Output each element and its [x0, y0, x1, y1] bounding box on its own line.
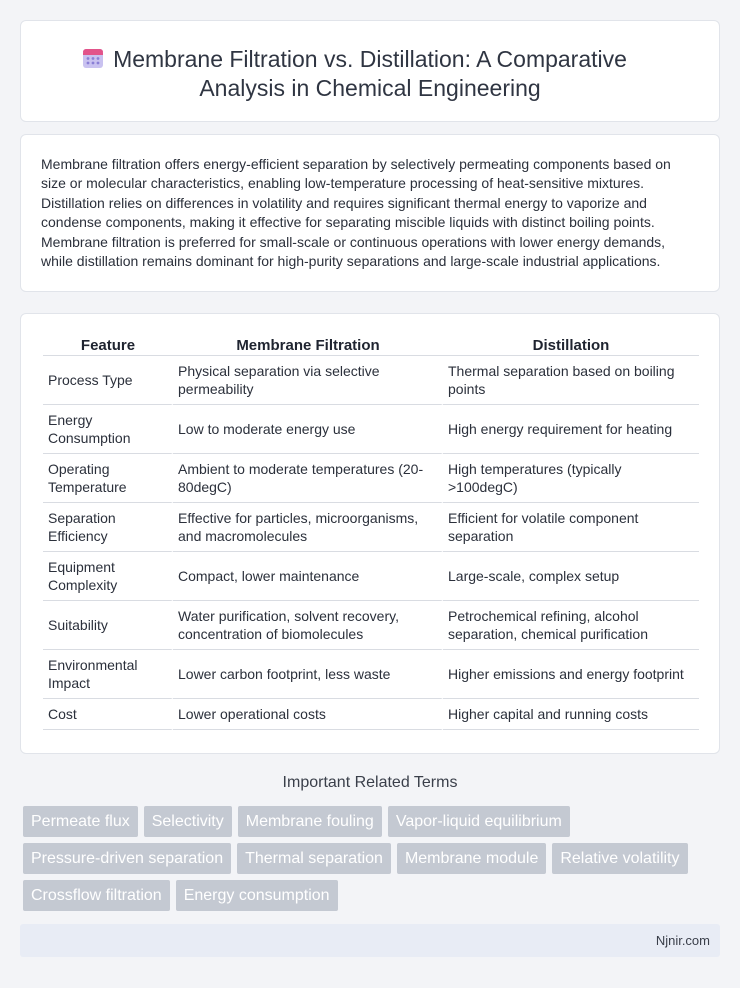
footer-site[interactable]: Njnir.com	[655, 933, 710, 948]
table-row	[43, 503, 699, 552]
cell-membrane: Compact, lower maintenance	[173, 552, 443, 601]
cell-feature: Energy Consumption	[43, 405, 173, 454]
header-membrane: Membrane Filtration	[173, 330, 443, 356]
table-row	[43, 650, 699, 699]
table-row	[43, 601, 699, 650]
table-header-row	[43, 330, 699, 356]
title-card	[20, 20, 720, 122]
comparison-table-card	[20, 313, 720, 754]
term-tag[interactable]: Selectivity	[144, 806, 232, 837]
related-terms-title: Important Related Terms	[282, 774, 458, 791]
cell-distillation: High energy requirement for heating	[443, 405, 699, 454]
page-title-line-2: Analysis in Chemical Engineering	[199, 75, 541, 101]
cell-feature: Operating Temperature	[43, 454, 173, 503]
cell-membrane: Ambient to moderate temperatures (20-80degC)	[173, 454, 443, 503]
page-title-line-1: Membrane Filtration vs. Distillation: A Comparative	[113, 46, 627, 72]
term-tag[interactable]: Vapor-liquid equilibrium	[388, 806, 570, 837]
cell-feature: Suitability	[43, 601, 173, 650]
cell-distillation: High temperatures (typically >100degC)	[443, 454, 699, 503]
related-terms-list	[23, 806, 703, 917]
table-row	[43, 552, 699, 601]
term-tag[interactable]: Pressure-driven separation	[23, 843, 231, 874]
term-tag[interactable]: Permeate flux	[23, 806, 138, 837]
header-feature: Feature	[43, 330, 173, 356]
cell-feature: Environmental Impact	[43, 650, 173, 699]
cell-distillation: Petrochemical refining, alcohol separation, chemical purification	[443, 601, 699, 650]
header-distillation: Distillation	[443, 330, 699, 356]
cell-feature: Cost	[43, 699, 173, 730]
cell-feature: Equipment Complexity	[43, 552, 173, 601]
term-tag[interactable]: Thermal separation	[237, 843, 391, 874]
table-row	[43, 356, 699, 405]
cell-membrane: Water purification, solvent recovery, concentration of biomolecules	[173, 601, 443, 650]
footer	[20, 924, 720, 957]
term-tag[interactable]: Membrane module	[397, 843, 546, 874]
table-row	[43, 454, 699, 503]
cell-distillation: Higher capital and running costs	[443, 699, 699, 730]
cell-membrane: Lower carbon footprint, less waste	[173, 650, 443, 699]
cell-membrane: Physical separation via selective permeability	[173, 356, 443, 405]
cell-feature: Separation Efficiency	[43, 503, 173, 552]
cell-distillation: Thermal separation based on boiling points	[443, 356, 699, 405]
term-tag[interactable]: Membrane fouling	[238, 806, 382, 837]
intro-paragraph: Membrane filtration offers energy-efficient separation by selectively permeating components based on size or molecular characteristics, enabling low-temperature processing of heat-sensitive mixtures. Distillation relies on differences in volatility and requires significant thermal energy to vaporize and condense components, making it effective for separating miscible liquids with distinct boiling points. Membrane filtration is preferred for small-scale or continuous operations with lower energy demands, while distillation remains dominant for high-purity separations and large-scale industrial applications.	[41, 156, 671, 270]
table-row	[43, 405, 699, 454]
term-tag[interactable]: Energy consumption	[176, 880, 338, 911]
intro-card	[20, 134, 720, 292]
cell-distillation: Large-scale, complex setup	[443, 552, 699, 601]
term-tag[interactable]: Crossflow filtration	[23, 880, 170, 911]
cell-membrane: Lower operational costs	[173, 699, 443, 730]
comparison-table	[43, 330, 699, 730]
cell-distillation: Efficient for volatile component separation	[443, 503, 699, 552]
cell-membrane: Effective for particles, microorganisms, and macromolecules	[173, 503, 443, 552]
cell-membrane: Low to moderate energy use	[173, 405, 443, 454]
cell-distillation: Higher emissions and energy footprint	[443, 650, 699, 699]
cell-feature: Process Type	[43, 356, 173, 405]
table-row	[43, 699, 699, 730]
term-tag[interactable]: Relative volatility	[552, 843, 687, 874]
